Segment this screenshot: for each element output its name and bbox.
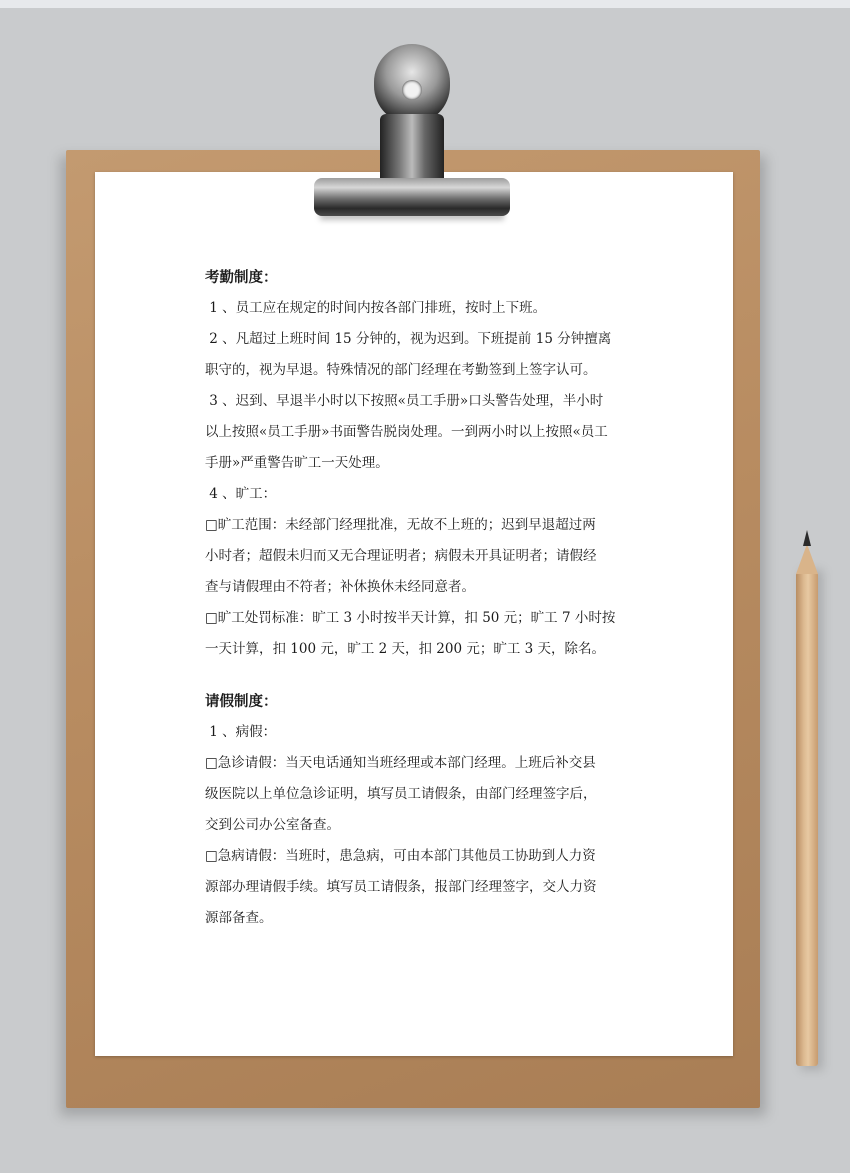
paragraph-line: 查与请假理由不符者；补休换休未经同意者。 [205, 579, 475, 595]
paragraph-line: 手册»严重警告旷工一天处理。 [205, 455, 389, 471]
pencil-body [796, 572, 818, 1066]
paragraph-line: □旷工处罚标准：旷工 3 小时按半天计算，扣 50 元；旷工 7 小时按 [205, 610, 616, 626]
paragraph-line: 1 、员工应在规定的时间内按各部门排班，按时上下班。 [205, 300, 547, 316]
pencil [793, 530, 821, 1070]
section-title-leave: 请假制度： [205, 693, 278, 710]
paragraph-line: 以上按照«员工手册»书面警告脱岗处理。一到两小时以上按照«员工 [205, 424, 608, 440]
paragraph-line: □急病请假：当班时，患急病，可由本部门其他员工协助到人力资 [205, 848, 596, 864]
paragraph-line: 2 、凡超过上班时间 15 分钟的，视为迟到。下班提前 15 分钟擅离 [205, 331, 612, 347]
paragraph-line: 职守的，视为早退。特殊情况的部门经理在考勤签到上签字认可。 [205, 362, 597, 378]
binder-clip [314, 44, 510, 220]
clip-base [314, 178, 510, 216]
paragraph-line: □旷工范围：未经部门经理批准，无故不上班的；迟到早退超过两 [205, 517, 596, 533]
paragraph-line: 一天计算，扣 100 元，旷工 2 天，扣 200 元；旷工 3 天，除名。 [205, 641, 606, 657]
paragraph-line: 4 、旷工： [205, 486, 277, 502]
paragraph-line: □急诊请假：当天电话通知当班经理或本部门经理。上班后补交县 [205, 755, 596, 771]
paragraph-line: 源部办理请假手续。填写员工请假条，报部门经理签字，交人力资 [205, 879, 597, 895]
section-title-attendance: 考勤制度： [205, 269, 278, 286]
paragraph-line: 1 、病假： [205, 724, 277, 740]
paragraph-line: 小时者；超假未归而又无合理证明者；病假未开具证明者；请假经 [205, 548, 597, 564]
paragraph-line: 级医院以上单位急诊证明，填写员工请假条，由部门经理签字后， [205, 786, 597, 802]
paragraph-line: 3 、迟到、早退半小时以下按照«员工手册»口头警告处理，半小时 [205, 393, 604, 409]
pencil-tip [796, 544, 818, 574]
paragraph-line: 交到公司办公室备查。 [205, 817, 340, 833]
pencil-lead [803, 530, 811, 546]
top-band [0, 0, 850, 8]
clip-hole [402, 80, 422, 100]
paragraph-line: 源部备查。 [205, 910, 273, 926]
document-body [205, 263, 645, 934]
